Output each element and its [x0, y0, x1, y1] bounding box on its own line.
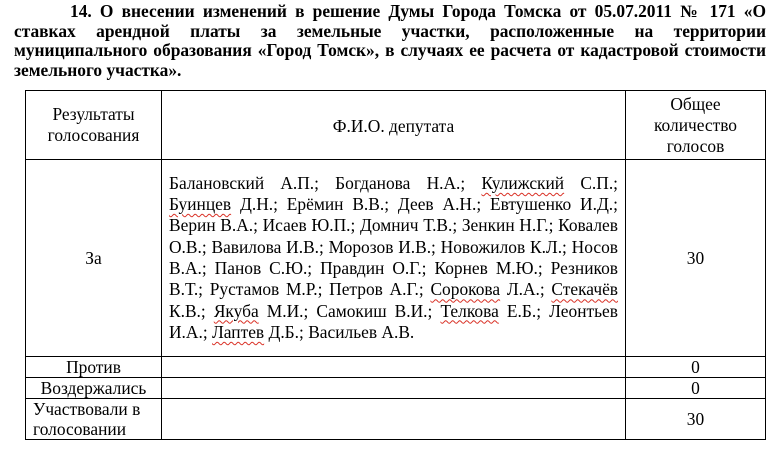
names-text: Л.А.;	[500, 279, 552, 300]
names-spellcheck-mark: Якуба	[213, 300, 259, 321]
row-participated-count: 30	[626, 399, 766, 440]
row-for-label: За	[26, 160, 162, 357]
row-for-names	[162, 160, 626, 357]
header-deputies: Ф.И.О. депутата	[162, 91, 626, 160]
row-participated-names	[162, 399, 626, 440]
names-text: Д.Б.; Васильев А.В.	[264, 321, 415, 342]
agenda-item-number: 14.	[70, 1, 92, 21]
names-text: Балановский А.П.; Богданова Н.А.;	[169, 172, 482, 193]
row-against-count: 0	[626, 357, 766, 378]
row-participated-label: Участвовали в голосовании	[26, 399, 162, 440]
header-results: Результаты голосования	[26, 91, 162, 160]
table-row-for	[26, 160, 766, 357]
names-text: С.П.;	[564, 172, 618, 193]
row-for-count: 30	[626, 160, 766, 357]
names-text: Е.Б.; Леонтьев И.А.;	[169, 300, 618, 342]
agenda-item-title: О внесении изменений в решение Думы Города Томска от 05.07.2011 № 171 «О ставках арендной платы за земельные участки, расположенные на территории муниципального образования «Город Томск», в случаях ее расчета от кадастровой стоимости земельного участка».	[14, 1, 766, 80]
names-text: К.В.;	[169, 300, 214, 321]
table-row-against	[26, 357, 766, 378]
row-abstained-names	[162, 378, 626, 399]
names-spellcheck-mark: Буинцев	[169, 194, 232, 215]
names-spellcheck-mark: Стекачёв	[551, 279, 618, 300]
row-against-label: Против	[26, 357, 162, 378]
names-spellcheck-mark: Кулижский	[481, 172, 565, 193]
table-row-participated	[26, 399, 766, 440]
header-total: Общее количество голосов	[626, 91, 766, 160]
names-spellcheck-mark: Телкова	[440, 300, 499, 321]
table-row-abstained	[26, 378, 766, 399]
names-text: М.И.; Самокиш В.И.;	[258, 300, 441, 321]
names-text: Д.Н.; Ерёмин В.В.; Деев А.Н.; Евтушенко И.Д.; Верин В.А.; Исаев Ю.П.; Домнич Т.В.; Зенкин Н.Г.; Ковалев О.В.; Вавилова И.В.; Морозов И.В.; Новожилов К.Л.; Носов В.А.; Панов С.Ю.; Правдин О.Г.; Корнев М.Ю.; Резников В.Т.; Рустамов М.Р.; Петров А.Г.;	[169, 194, 618, 300]
names-spellcheck-mark: Сорокова	[430, 279, 501, 300]
row-abstained-label: Воздержались	[26, 378, 162, 399]
agenda-item-heading	[14, 2, 766, 80]
voting-results-table	[25, 90, 766, 440]
row-against-names	[162, 357, 626, 378]
names-spellcheck-mark: Лаптев	[212, 321, 265, 342]
table-header-row	[26, 91, 766, 160]
row-abstained-count: 0	[626, 378, 766, 399]
